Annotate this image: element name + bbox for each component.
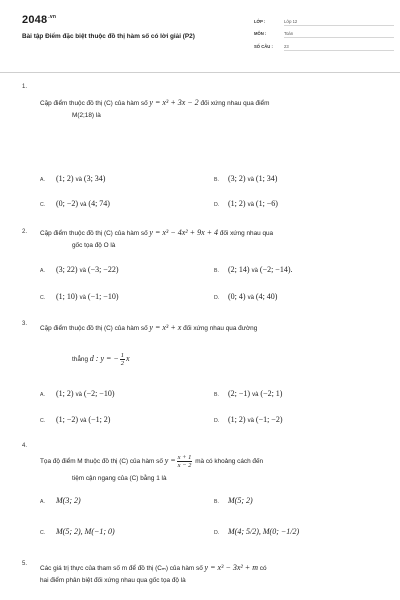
meta-label: SỐ CÂU : <box>254 44 273 49</box>
question-text-line2: gốc tọa độ O là <box>72 242 116 249</box>
header-divider <box>0 72 400 73</box>
question-text-line2 <box>72 352 130 367</box>
option-label[interactable]: D. <box>214 202 220 208</box>
option-label[interactable]: C. <box>40 202 46 208</box>
option-label[interactable]: B. <box>214 392 219 398</box>
fraction: $\frac{x + 1}{x - 2}$ <box>177 454 192 469</box>
option-value[interactable]: (0; 4) và (4; 40) <box>228 292 278 301</box>
option-label[interactable]: C. <box>40 295 46 301</box>
page-header <box>0 0 400 74</box>
site-logo[interactable] <box>22 14 56 26</box>
option-label[interactable]: B. <box>214 268 219 274</box>
option-label[interactable]: A. <box>40 177 45 183</box>
question-number: 3. <box>22 321 28 327</box>
logo-number: 2048 <box>22 14 48 26</box>
question-text-part: mà có khoảng cách đến <box>195 458 264 466</box>
question-text-part: Các giá trị thực của tham số m để đồ thị (Cₘ) của hàm số <box>40 565 203 572</box>
option-value[interactable]: (1; 10) và (−1; −10) <box>56 292 119 301</box>
question-text-part: đối xứng nhau qua điểm <box>200 100 270 107</box>
question-text-line2: hai điểm phân biệt đối xứng nhau qua gốc tọa độ là <box>40 577 186 584</box>
question-text <box>40 228 273 238</box>
meta-value: Toán <box>284 31 394 38</box>
question-text-part: Cặp điểm thuộc đồ thị (C) của hàm số <box>40 325 148 332</box>
question-text <box>40 563 267 573</box>
option-value[interactable]: (1; 2) và (1; −6) <box>228 199 278 208</box>
option-label[interactable]: D. <box>214 530 220 536</box>
option-value[interactable]: M(4; 5/2), M(0; −1/2) <box>228 527 300 536</box>
function-formula: y = x³ − 4x² + 9x + 4 <box>149 228 219 237</box>
option-label[interactable]: A. <box>40 392 45 398</box>
question-text-part: đối xứng nhau qua đường <box>183 325 258 332</box>
question-text-part: Tọa độ điểm M thuộc đồ thị (C) của hàm số <box>40 458 163 466</box>
option-value[interactable]: (1; 2) và (−2; −10) <box>56 389 115 398</box>
question-text-part: Cặp điểm thuộc đồ thị (C) của hàm số <box>40 100 148 107</box>
function-formula: y = x³ + x <box>149 323 182 332</box>
option-value[interactable]: (1; −2) và (−1; 2) <box>56 415 111 424</box>
meta-label: MÔN : <box>254 31 267 36</box>
option-value[interactable]: (0; −2) và (4; 74) <box>56 199 110 208</box>
question-text <box>40 323 257 333</box>
question-number: 4. <box>22 443 28 449</box>
function-formula: y = x³ − 3x² + m <box>204 563 258 572</box>
option-value[interactable]: (3; 22) và (−3; −22) <box>56 265 119 274</box>
question-text <box>40 98 269 108</box>
option-label[interactable]: C. <box>40 530 46 536</box>
option-value[interactable]: (2; 14) và (−2; −14). <box>228 265 293 274</box>
option-label[interactable]: B. <box>214 177 219 183</box>
meta-value: 23 <box>284 44 394 51</box>
line-equation-var: x <box>126 354 130 364</box>
line-equation: d : y = − <box>89 354 119 364</box>
option-label[interactable]: A. <box>40 499 45 505</box>
option-value[interactable]: M(5; 2) <box>228 496 253 505</box>
option-label[interactable]: A. <box>40 268 45 274</box>
option-value[interactable]: (1; 2) và (−1; −2) <box>228 415 283 424</box>
function-formula: y = <box>164 456 176 466</box>
question-number: 1. <box>22 84 28 90</box>
option-value[interactable]: M(5; 2), M(−1; 0) <box>56 527 115 536</box>
question-text-part: Cặp điểm thuộc đồ thị (C) của hàm số <box>40 230 148 237</box>
option-label[interactable]: D. <box>214 295 220 301</box>
question-text-part: thẳng <box>72 356 88 364</box>
fraction: $\frac{1}{2}$ <box>120 352 125 367</box>
meta-label: LỚP : <box>254 19 266 24</box>
meta-value: Lớp 12 <box>284 19 394 26</box>
option-label[interactable]: D. <box>214 418 220 424</box>
question-number: 2. <box>22 229 28 235</box>
option-value[interactable]: (3; 2) và (1; 34) <box>228 174 278 183</box>
exercise-title: Bài tập Điểm đặc biệt thuộc đồ thị hàm số có lời giải (P2) <box>22 33 195 40</box>
question-text-line2: tiệm cận ngang của (C) bằng 1 là <box>72 475 167 482</box>
option-value[interactable]: (2; −1) và (−2; 1) <box>228 389 283 398</box>
option-label[interactable]: B. <box>214 499 219 505</box>
logo-suffix: .vn <box>48 14 57 20</box>
question-number: 5. <box>22 561 28 567</box>
option-value[interactable]: (1; 2) và (3; 34) <box>56 174 106 183</box>
question-text-line2: M(2;18) là <box>72 112 101 119</box>
question-text <box>40 454 263 469</box>
option-value[interactable]: M(3; 2) <box>56 496 81 505</box>
option-label[interactable]: C. <box>40 418 46 424</box>
question-text-part: có <box>259 565 267 572</box>
function-formula: y = x³ + 3x − 2 <box>149 98 199 107</box>
question-text-part: đối xứng nhau qua <box>219 230 274 237</box>
